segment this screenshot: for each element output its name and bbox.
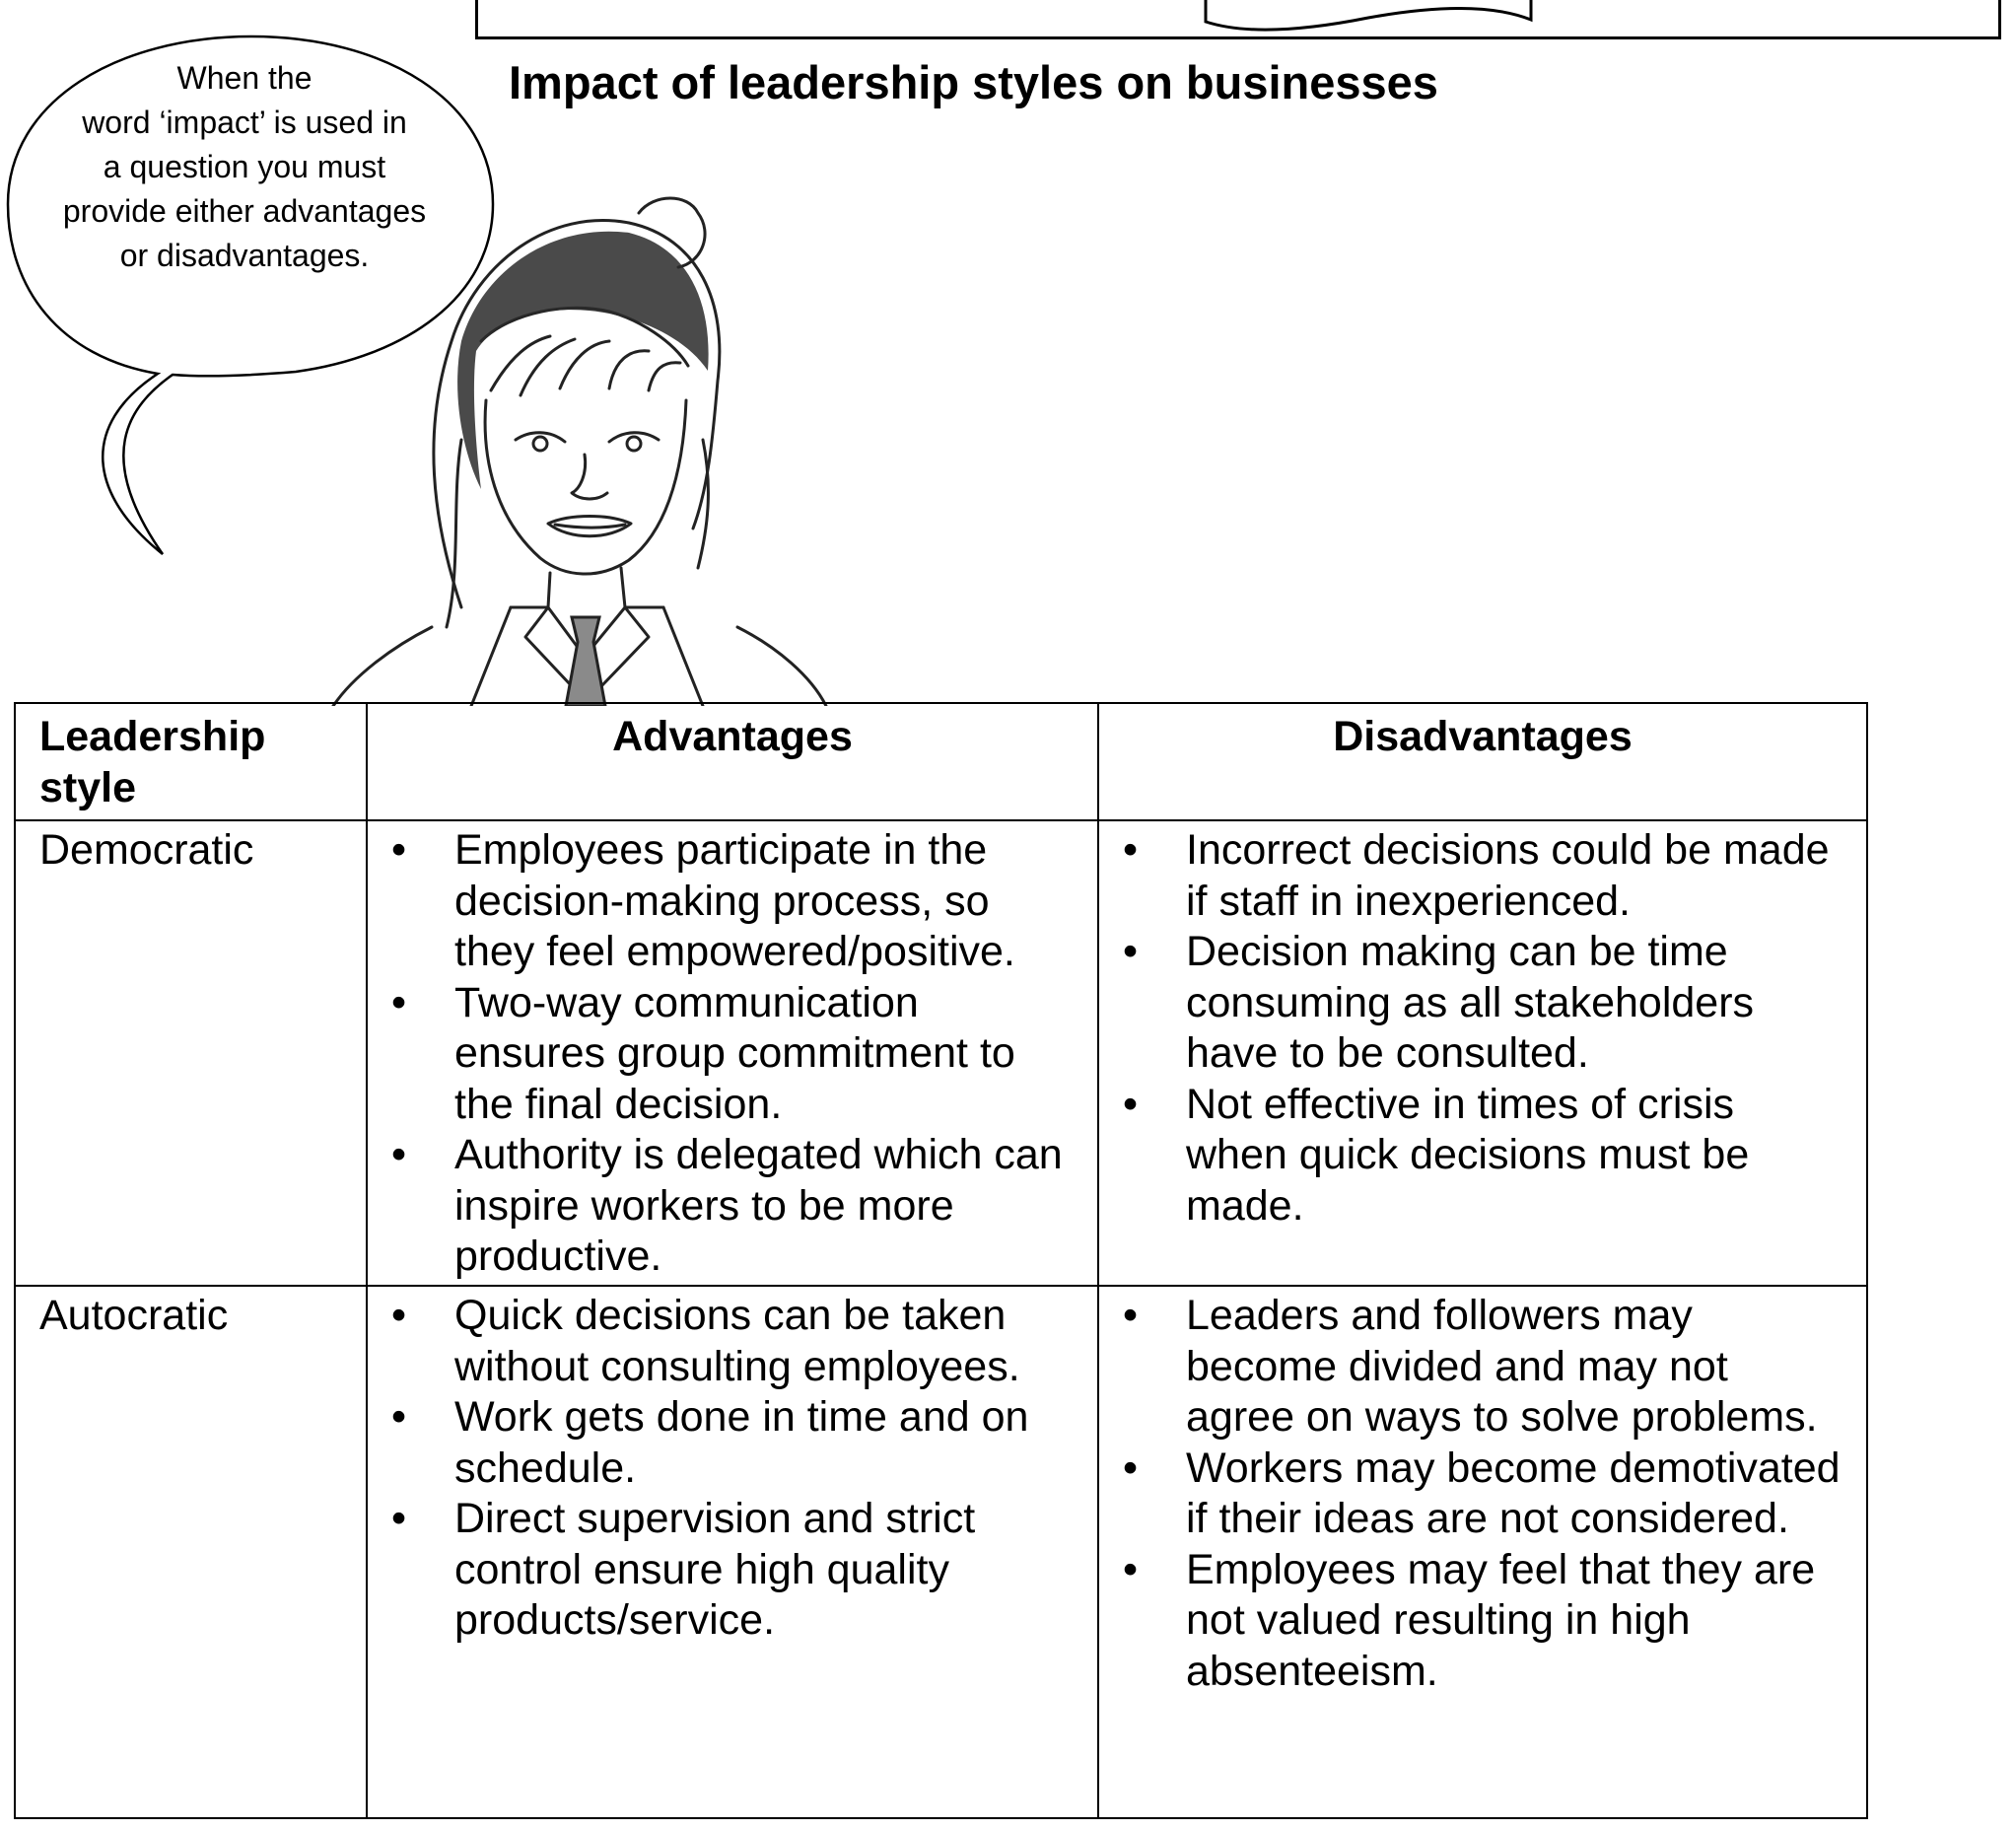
disadvantages-cell [1098, 820, 1867, 1286]
bubble-line: word ‘impact’ is used in [82, 105, 407, 140]
leadership-table-container [14, 702, 1866, 1817]
bubble-line: When the [176, 60, 313, 96]
disadvantages-list [1099, 825, 1866, 1232]
bubble-line: or disadvantages. [119, 238, 370, 273]
list-item: • Workers may become demotivated if their ideas are not considered. [1099, 1444, 1866, 1545]
header-leadership-style: Leadership style [15, 703, 367, 820]
list-item: • Not effective in times of crisis when quick decisions must be made. [1099, 1080, 1866, 1232]
style-cell-democratic: Democratic [15, 820, 367, 1286]
list-item: • Direct supervision and strict control ensure high quality products/service. [368, 1494, 1097, 1647]
list-item: • Employees may feel that they are not valued resulting in high absenteeism. [1099, 1545, 1866, 1698]
list-item: • Authority is delegated which can inspire workers to be more productive. [368, 1130, 1097, 1283]
list-item: • Quick decisions can be taken without consulting employees. [368, 1291, 1097, 1392]
list-item: • Incorrect decisions could be made if staff in inexperienced. [1099, 825, 1866, 927]
disadvantages-list [1099, 1291, 1866, 1697]
advantages-cell [367, 1286, 1098, 1818]
businesswoman-illustration [313, 193, 866, 706]
advantages-list [368, 1291, 1097, 1647]
advantages-list [368, 825, 1097, 1283]
advantages-cell [367, 820, 1098, 1286]
table-row-democratic [15, 820, 1867, 1286]
list-item: • Two-way communication ensures group commitment to the final decision. [368, 978, 1097, 1131]
header-disadvantages: Disadvantages [1098, 703, 1867, 820]
list-item: • Leaders and followers may become divided and may not agree on ways to solve problems. [1099, 1291, 1866, 1444]
bubble-line: a question you must [103, 149, 386, 184]
table-row-autocratic [15, 1286, 1867, 1818]
disadvantages-cell [1098, 1286, 1867, 1818]
page-title: Impact of leadership styles on businesses [509, 56, 1438, 108]
list-item: • Decision making can be time consuming as all stakeholders have to be consulted. [1099, 927, 1866, 1080]
table-header-row [15, 703, 1867, 820]
list-item: • Employees participate in the decision-making process, so they feel empowered/positive. [368, 825, 1097, 978]
bubble-line: provide either advantages [62, 193, 427, 229]
scroll-banner-decoration [1201, 0, 1536, 37]
list-item: • Work gets done in time and on schedule. [368, 1392, 1097, 1494]
style-cell-autocratic: Autocratic [15, 1286, 367, 1818]
leadership-styles-table [14, 702, 1868, 1819]
header-advantages: Advantages [367, 703, 1098, 820]
